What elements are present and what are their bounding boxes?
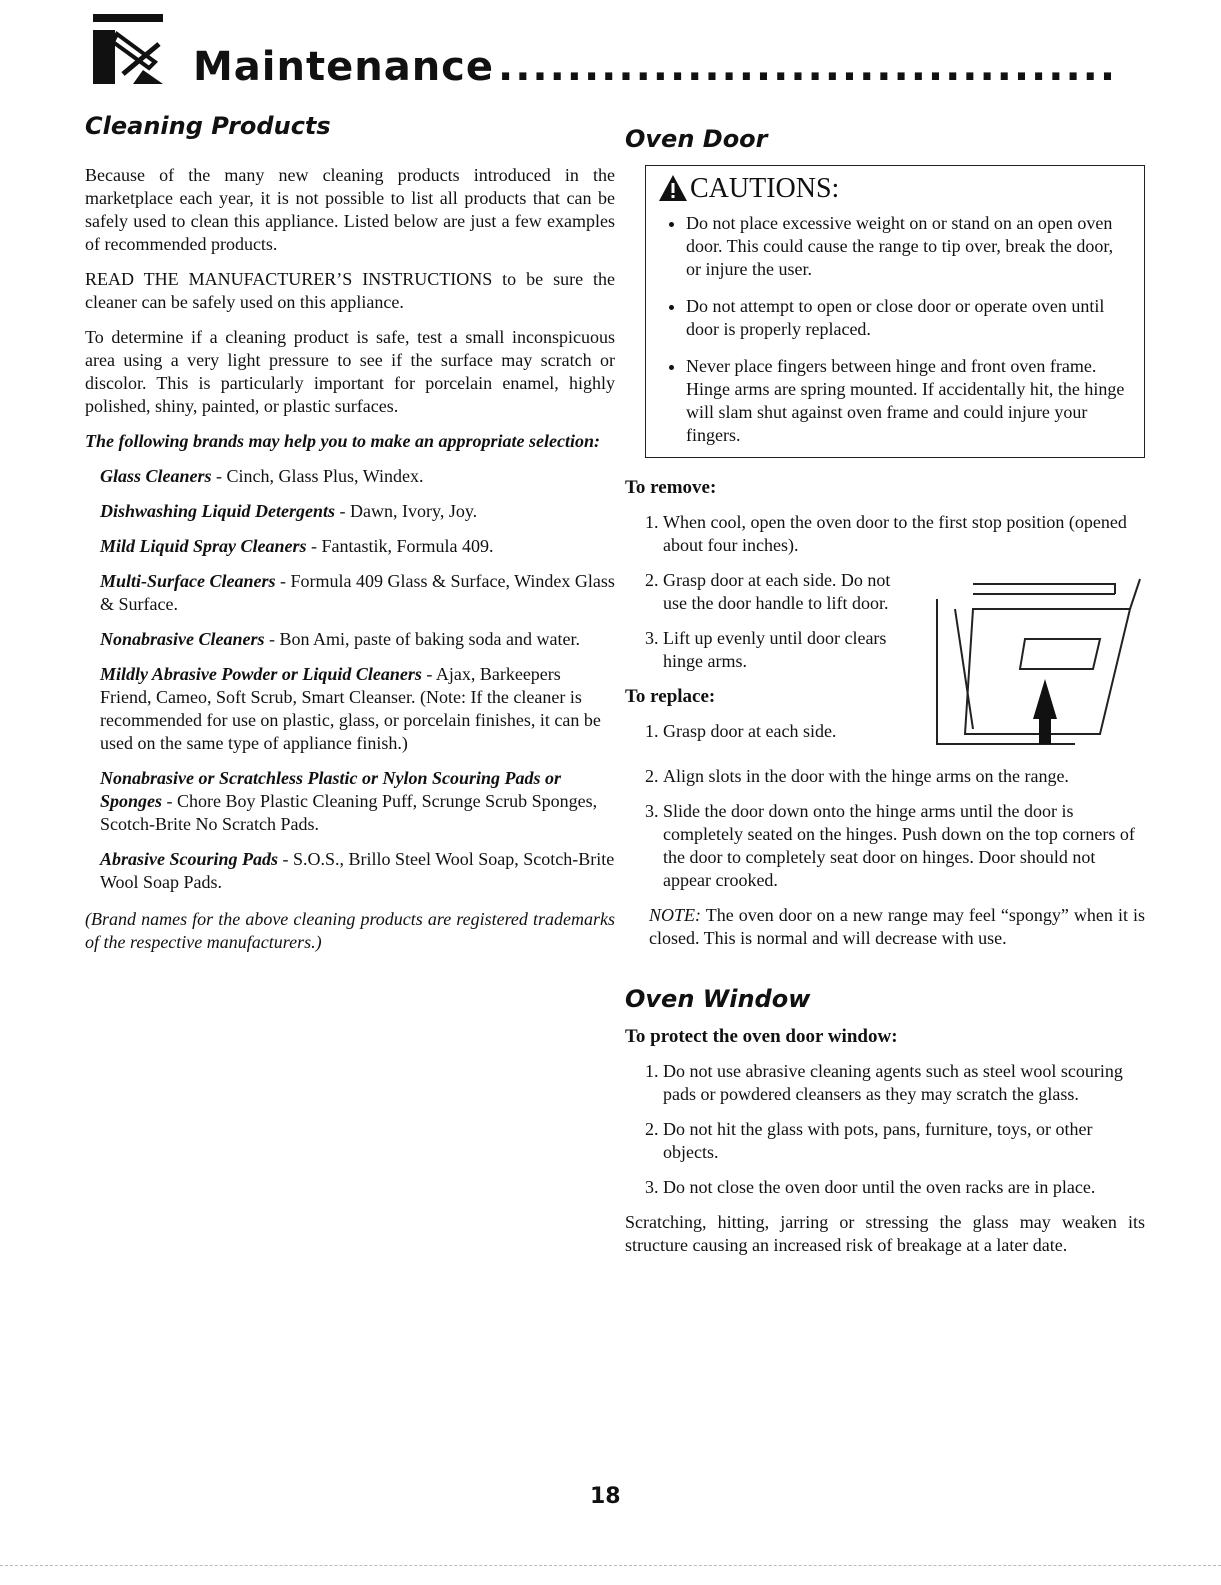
- brand-entry: [100, 570, 615, 616]
- oven-door-illustration: [925, 569, 1145, 759]
- oven-door-heading: Oven Door: [625, 125, 768, 153]
- brand-entry: [100, 848, 615, 894]
- brand-category: Multi-Surface Cleaners: [100, 571, 276, 591]
- window-steps: [625, 1060, 1145, 1199]
- cleaning-tools-icon: [93, 14, 163, 84]
- remove-steps: [625, 511, 1145, 557]
- brand-entry: [100, 465, 615, 488]
- brand-examples: - Dawn, Ivory, Joy.: [335, 501, 478, 521]
- brand-category: Nonabrasive Cleaners: [100, 629, 265, 649]
- bottom-rule: [0, 1565, 1221, 1566]
- brand-list: [85, 465, 615, 894]
- replace-step: 1. Grasp door at each side.: [663, 720, 1145, 743]
- page-title: Maintenance: [193, 44, 495, 90]
- remove-step: 2. Grasp door at each side. Do not use the door handle to lift door.: [663, 569, 1145, 615]
- brand-examples: - Fantastik, Formula 409.: [306, 536, 494, 556]
- replace-step: 2. Align slots in the door with the hinge arms on the range.: [663, 765, 1145, 788]
- brand-category: Abrasive Scouring Pads: [100, 849, 279, 869]
- brand-examples: - Bon Ami, paste of baking soda and water.: [264, 629, 580, 649]
- brand-entry: [100, 628, 615, 651]
- brand-entry: [100, 500, 615, 523]
- note-text: The oven door on a new range may feel “spongy” when it is closed. This is normal and will decrease with use.: [649, 905, 1145, 948]
- brand-category: Nonabrasive or Scratchless Plastic or Nylon Scouring Pads or Sponges: [100, 768, 562, 811]
- door-note: [649, 904, 1145, 950]
- protect-window-heading: To protect the oven door window:: [625, 1026, 898, 1047]
- cautions-list: [658, 212, 1132, 447]
- cautions-title-text: CAUTIONS:: [690, 172, 840, 204]
- window-closing-paragraph: Scratching, hitting, jarring or stressing the glass may weaken its structure causing an increased risk of breakage at a later date.: [625, 1212, 1145, 1255]
- page-header: [93, 14, 1193, 114]
- page-number: 18: [590, 1484, 621, 1509]
- brand-category: Mildly Abrasive Powder or Liquid Cleaners: [100, 664, 422, 684]
- oven-door-column: [625, 125, 1145, 1269]
- cleaning-products-heading: Cleaning Products: [85, 112, 331, 140]
- cautions-title: [658, 174, 1132, 202]
- title-leader-dots: ....................................: [498, 44, 1118, 90]
- brand-examples: - Formula 409 Glass & Surface, Windex Glass & Surface.: [100, 571, 615, 614]
- brand-category: Mild Liquid Spray Cleaners: [100, 536, 307, 556]
- brand-category: Glass Cleaners: [100, 466, 212, 486]
- remove-step: 3. Lift up evenly until door clears hinge arms.: [663, 627, 1145, 673]
- to-replace-heading: To replace:: [625, 686, 716, 707]
- caution-item: • Do not place excessive weight on or stand on an open oven door. This could cause the range to tip over, break the door, or injure the user.: [686, 212, 1132, 281]
- brand-examples: - Chore Boy Plastic Cleaning Puff, Scrunge Scrub Sponges, Scotch-Brite No Scratch Pads.: [100, 791, 598, 834]
- warning-icon: [658, 174, 688, 202]
- test-area-paragraph: To determine if a cleaning product is safe, test a small inconspicuous area using a very light pressure to see if the surface may scratch or discolor. This is particularly important for porcelain enamel, highly polished, shiny, painted, or plastic surfaces.: [85, 327, 615, 416]
- brand-entry: [100, 535, 615, 558]
- manufacturer-instructions-paragraph: READ THE MANUFACTURER’S INSTRUCTIONS to be sure the cleaner can be safely used on this appliance.: [85, 269, 615, 312]
- cleaning-products-column: [85, 112, 615, 966]
- window-step: 1. Do not use abrasive cleaning agents such as steel wool scouring pads or powdered cleansers as they may scratch the glass.: [663, 1060, 1145, 1106]
- trademark-note: (Brand names for the above cleaning products are registered trademarks of the respective manufacturers.): [85, 909, 615, 952]
- note-label: NOTE:: [649, 905, 702, 925]
- brand-examples: - S.O.S., Brillo Steel Wool Soap, Scotch-Brite Wool Soap Pads.: [100, 849, 615, 892]
- brands-intro: The following brands may help you to make an appropriate selection:: [85, 431, 601, 451]
- caution-item: • Do not attempt to open or close door or operate oven until door is properly replaced.: [686, 295, 1132, 341]
- cautions-box: [645, 165, 1145, 458]
- brand-examples: - Cinch, Glass Plus, Windex.: [211, 466, 424, 486]
- brand-examples: - Ajax, Barkeepers Friend, Cameo, Soft Scrub, Smart Cleanser. (Note: If the cleaner is recommended for use on plastic, glass, or porcelain finishes, it can be used on the same type of appliance finish.): [100, 664, 601, 753]
- brand-entry: [100, 663, 615, 755]
- window-step: 3. Do not close the oven door until the oven racks are in place.: [663, 1176, 1145, 1199]
- oven-window-heading: Oven Window: [625, 985, 811, 1013]
- caution-item: • Never place fingers between hinge and front oven frame. Hinge arms are spring mounted. If accidentally hit, the hinge will slam shut against oven frame and could injure your fingers.: [686, 355, 1132, 447]
- cleaning-intro-paragraph: Because of the many new cleaning products introduced in the marketplace each year, it is not possible to list all products that can be safely used to clean this appliance. Listed below are just a few examples of recommended products.: [85, 165, 615, 254]
- to-remove-heading: To remove:: [625, 477, 717, 498]
- brand-category: Dishwashing Liquid Detergents: [100, 501, 336, 521]
- remove-step: 1. When cool, open the oven door to the first stop position (opened about four inches).: [663, 511, 1145, 557]
- replace-step: 3. Slide the door down onto the hinge arms until the door is completely seated on the hinges. Push down on the top corners of the door to completely seat door on hinges. Door should not appear crooked.: [663, 800, 1145, 892]
- brand-entry: [100, 767, 615, 836]
- window-step: 2. Do not hit the glass with pots, pans, furniture, toys, or other objects.: [663, 1118, 1145, 1164]
